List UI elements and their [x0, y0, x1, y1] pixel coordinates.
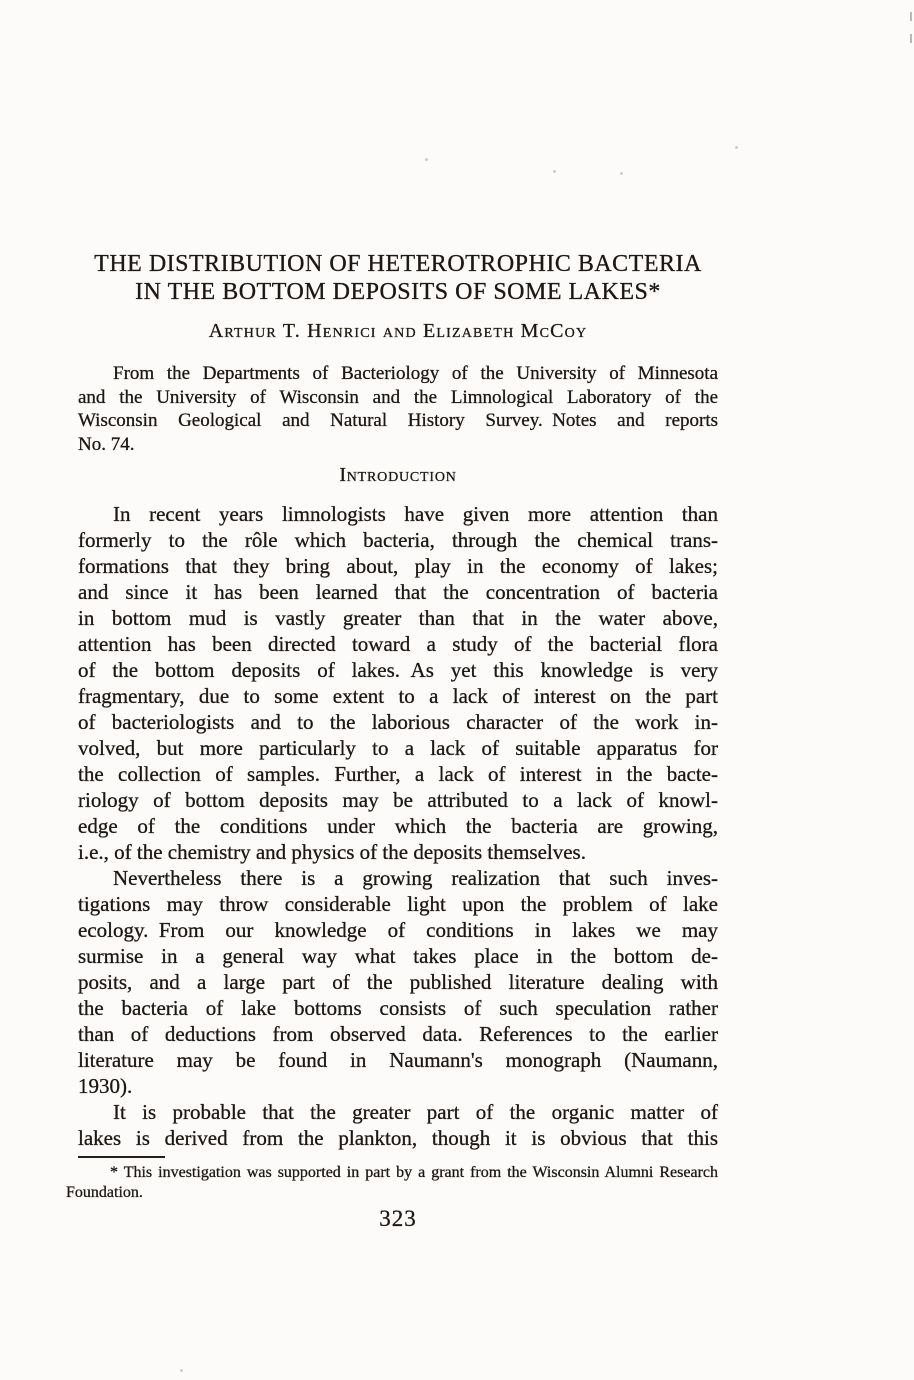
footnote [66, 1163, 718, 1202]
text-line: lakes is derived from the plankton, though it is obvious that this [78, 1126, 718, 1150]
text-line: of the bottom deposits of lakes. As yet this knowledge is very [78, 658, 718, 682]
text-line: attention has been directed toward a study of the bacterial flora [78, 632, 718, 656]
scan-edge-mark [910, 12, 912, 21]
text-line: formerly to the rôle which bacteria, through the chemical trans- [78, 528, 718, 552]
text-line: edge of the conditions under which the bacteria are growing, [78, 814, 718, 838]
scan-speck [553, 170, 556, 173]
text-line: 1930). [78, 1074, 133, 1098]
paragraph-3 [78, 1099, 718, 1151]
text-line: Foundation. [66, 1183, 143, 1201]
text-line: In recent years limnologists have given more attention than [113, 502, 718, 526]
text-line: From the Departments of Bacteriology of the University of Minnesota [113, 363, 718, 384]
text-line: literature may be found in Naumann's monograph (Naumann, [78, 1048, 718, 1072]
section-heading-introduction: Introduction [339, 464, 457, 486]
scan-edge-mark [910, 34, 912, 43]
authors-line: Arthur T. Henrici and Elizabeth McCoy [208, 320, 588, 342]
scan-speck [425, 158, 428, 161]
text-line: the collection of samples. Further, a lack of interest in the bacte- [78, 762, 718, 786]
page-number: 323 [379, 1206, 417, 1231]
text-line: and since it has been learned that the concentration of bacteria [78, 580, 718, 604]
affiliation-note [78, 362, 718, 456]
text-line: * This investigation was supported in part by a grant from the Wisconsin Alumni Research [110, 1164, 718, 1181]
scan-speck [180, 1369, 183, 1372]
scan-speck [735, 146, 738, 149]
text-line: posits, and a large part of the published literature dealing with [78, 970, 718, 994]
text-line: i.e., of the chemistry and physics of the deposits themselves. [78, 840, 586, 864]
text-line: It is probable that the greater part of the organic matter of [113, 1100, 718, 1124]
text-line: of bacteriologists and to the laborious character of the work in- [78, 710, 718, 734]
text-line: formations that they bring about, play in the economy of lakes; [78, 554, 718, 578]
text-line: in bottom mud is vastly greater than that in the water above, [78, 606, 718, 630]
text-line: Nevertheless there is a growing realization that such inves- [113, 866, 718, 890]
text-line: the bacteria of lake bottoms consists of such speculation rather [78, 996, 718, 1020]
paper-title-line-1: THE DISTRIBUTION OF HETEROTROPHIC BACTERIA [94, 251, 702, 277]
text-line: surmise in a general way what takes place in the bottom de- [78, 944, 718, 968]
text-line: riology of bottom deposits may be attributed to a lack of knowl- [78, 788, 718, 812]
text-line: and the University of Wisconsin and the Limnological Laboratory of the [78, 386, 718, 408]
footnote-divider-rule [78, 1156, 165, 1158]
article-body [78, 501, 718, 1151]
paragraph-1 [78, 501, 718, 865]
text-line: No. 74. [78, 433, 135, 455]
paper-title-line-2: IN THE BOTTOM DEPOSITS OF SOME LAKES* [135, 279, 661, 305]
paragraph-2 [78, 865, 718, 1099]
text-line: than of deductions from observed data. References to the earlier [78, 1022, 718, 1046]
text-line: fragmentary, due to some extent to a lack of interest on the part [78, 684, 718, 708]
text-line: Wisconsin Geological and Natural History Survey. Notes and reports [78, 410, 718, 431]
scan-speck [620, 172, 623, 175]
text-line: volved, but more particularly to a lack of suitable apparatus for [78, 736, 718, 760]
paper-title [78, 250, 718, 306]
text-line: ecology. From our knowledge of conditions in lakes we may [78, 918, 718, 942]
text-line: tigations may throw considerable light upon the problem of lake [78, 892, 718, 916]
